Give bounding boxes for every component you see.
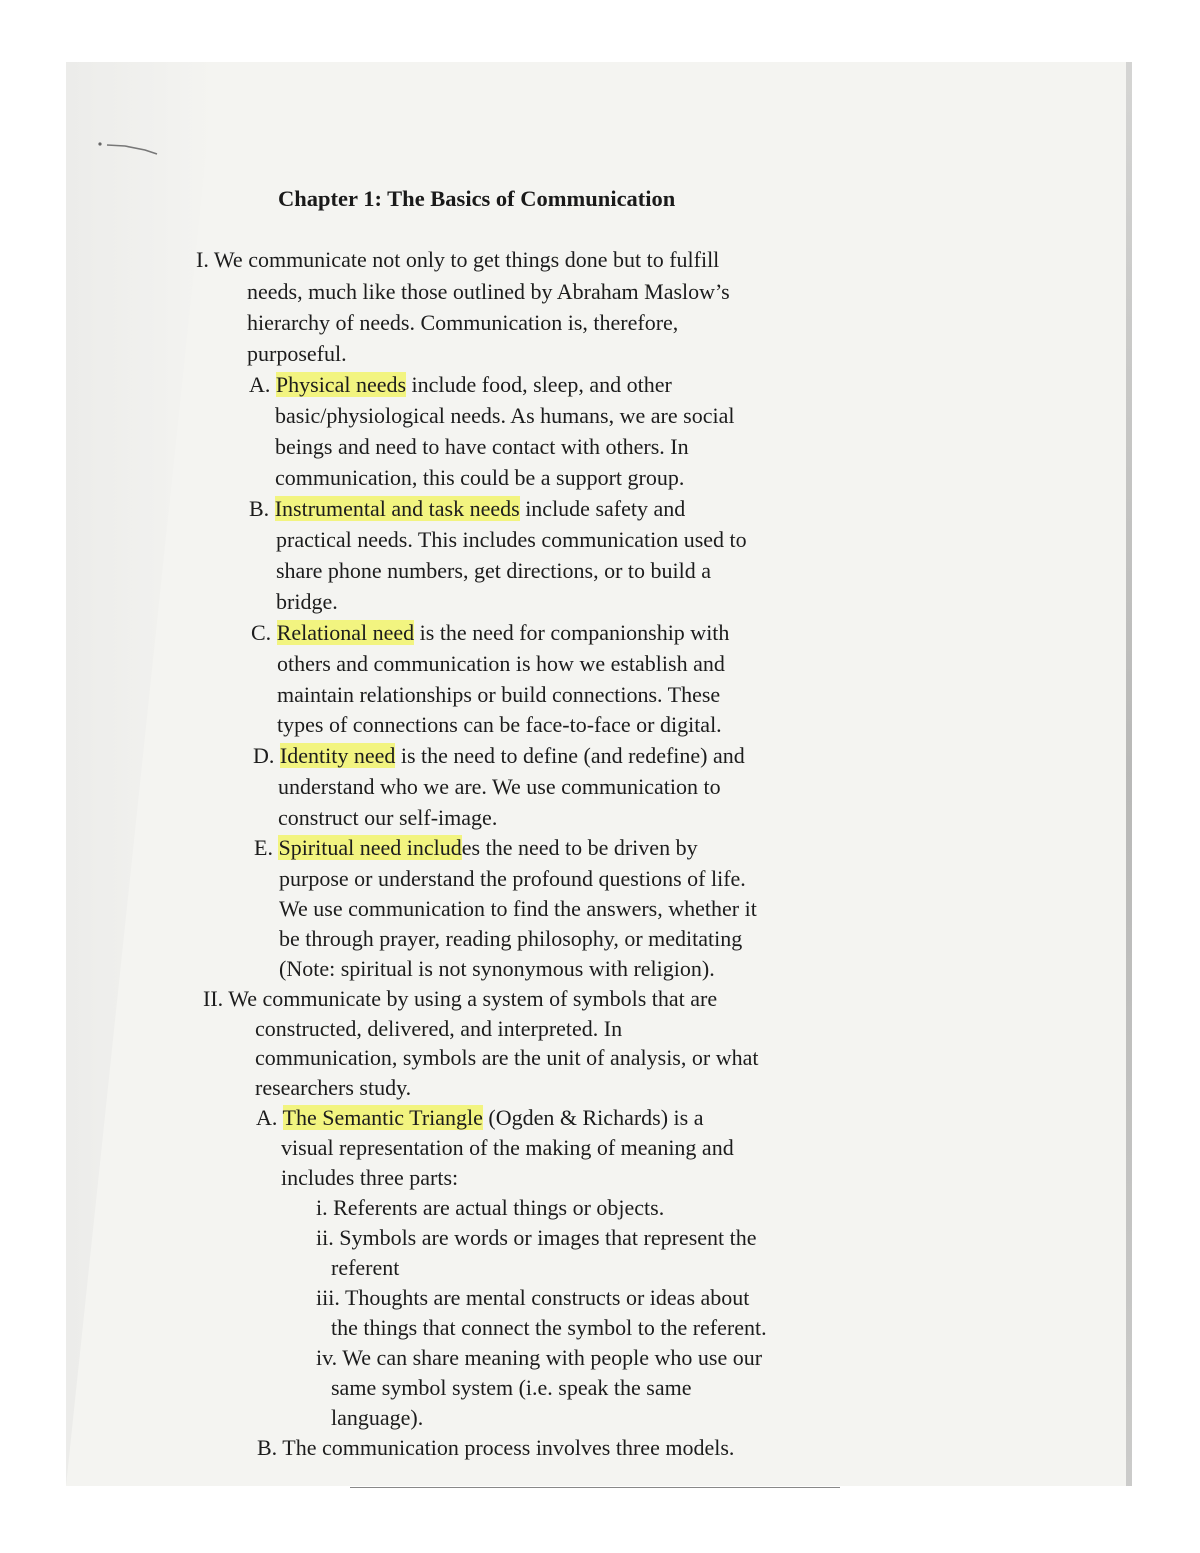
outline-i-line-4: purposeful.	[247, 341, 347, 366]
outline-i-e-line-5: (Note: spiritual is not synonymous with religion).	[279, 956, 715, 981]
outline-i-a-line-1	[249, 370, 672, 400]
outline-ii-line-4: researchers study.	[255, 1075, 412, 1100]
line-text: es the need to be driven by	[461, 835, 698, 860]
outline-ii-a-line-3: includes three parts:	[281, 1165, 459, 1190]
highlight-term: Instrumental and task needs	[274, 496, 520, 521]
outline-ii-a-iv-line-3: language).	[331, 1405, 424, 1430]
outline-i-e-line-4: be through prayer, reading philosophy, or meditating	[279, 926, 743, 951]
highlight-term: The Semantic Triangle	[282, 1105, 483, 1130]
outline-ii-a-line-1	[256, 1103, 703, 1133]
outline-i-d-line-1	[253, 741, 745, 771]
page-title: Chapter 1: The Basics of Communication	[278, 186, 676, 211]
outline-i-a-line-4: communication, this could be a support group.	[275, 465, 685, 490]
line-text: is the need to define (and redefine) and	[395, 743, 745, 768]
highlight-term: Identity need	[279, 743, 396, 768]
scan-mark-icon	[97, 140, 161, 158]
outline-i-e-line-1	[254, 833, 698, 863]
outline-ii-a-iii-line-1: iii. Thoughts are mental constructs or ideas about	[316, 1285, 750, 1310]
line-text: include safety and	[519, 496, 686, 521]
line-text: is the need for companionship with	[414, 620, 730, 645]
outline-i-a-line-2: basic/physiological needs. As humans, we are social	[275, 403, 735, 428]
highlight-term: Spiritual need includ	[278, 835, 462, 860]
outline-i-c-line-3: maintain relationships or build connections. These	[277, 682, 721, 707]
outline-i-c-line-2: others and communication is how we establish and	[277, 651, 725, 676]
page-edge-shadow	[1126, 62, 1132, 1486]
outline-ii-a-ii-line-2: referent	[331, 1255, 400, 1280]
outline-i-c-line-4: types of connections can be face-to-face or digital.	[277, 712, 722, 737]
outline-i-e-line-3: We use communication to find the answers, whether it	[279, 896, 757, 921]
outline-ii-b-line-1: B. The communication process involves three models.	[257, 1435, 735, 1460]
outline-i-e-line-2: purpose or understand the profound questions of life.	[279, 866, 746, 891]
outline-i-d-line-2: understand who we are. We use communication to	[278, 774, 721, 799]
highlight-term: Relational need	[276, 620, 415, 645]
line-text: include food, sleep, and other	[406, 372, 672, 397]
item-marker: E.	[254, 835, 279, 860]
outline-ii-a-i-line-1: i. Referents are actual things or objects.	[316, 1195, 665, 1220]
outline-i-line-2: needs, much like those outlined by Abraham Maslow’s	[247, 279, 730, 304]
outline-i-c-line-1	[251, 618, 729, 648]
outline-i-a-line-3: beings and need to have contact with others. In	[275, 434, 689, 459]
outline-i-line-1: I. We communicate not only to get things done but to fulfill	[196, 247, 720, 272]
item-marker: A.	[256, 1105, 283, 1130]
outline-ii-line-2: constructed, delivered, and interpreted. In	[255, 1016, 623, 1041]
item-marker: D.	[253, 743, 280, 768]
outline-i-b-line-3: share phone numbers, get directions, or to build a	[276, 558, 712, 583]
outline-i-b-line-2: practical needs. This includes communication used to	[276, 527, 747, 552]
item-marker: B.	[249, 496, 275, 521]
outline-ii-line-3: communication, symbols are the unit of analysis, or what	[255, 1045, 759, 1070]
outline-ii-a-line-2: visual representation of the making of meaning and	[281, 1135, 734, 1160]
outline-ii-a-iv-line-2: same symbol system (i.e. speak the same	[331, 1375, 692, 1400]
outline-i-d-line-3: construct our self-image.	[278, 805, 498, 830]
outline-ii-a-iii-line-2: the things that connect the symbol to the referent.	[331, 1315, 767, 1340]
item-marker: A.	[249, 372, 276, 397]
outline-i-b-line-1	[249, 494, 685, 524]
outline-ii-a-iv-line-1: iv. We can share meaning with people who use our	[316, 1345, 763, 1370]
highlight-term: Physical needs	[275, 372, 407, 397]
outline-ii-line-1: II. We communicate by using a system of symbols that are	[203, 986, 718, 1011]
item-marker: C.	[251, 620, 277, 645]
outline-ii-a-ii-line-1: ii. Symbols are words or images that represent the	[316, 1225, 757, 1250]
outline-i-line-3: hierarchy of needs. Communication is, therefore,	[247, 310, 679, 335]
line-text: (Ogden & Richards) is a	[482, 1105, 704, 1130]
bottom-rule	[350, 1487, 840, 1488]
outline-i-b-line-4: bridge.	[276, 589, 338, 614]
